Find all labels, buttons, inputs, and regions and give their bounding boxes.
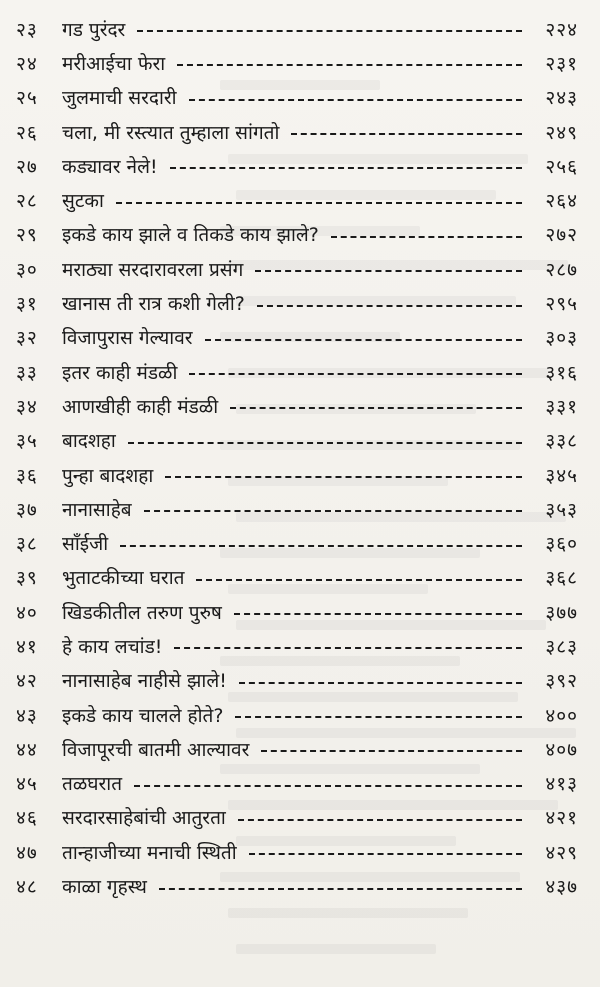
page-number: ३१६	[545, 361, 578, 384]
toc-entry	[0, 630, 600, 664]
chapter-title: पुन्हा बादशहा	[62, 464, 154, 487]
chapter-title: आणखीही काही मंडळी	[62, 395, 219, 418]
page-number: २३१	[545, 52, 578, 75]
chapter-number: ३८	[16, 533, 38, 556]
chapter-number: ४६	[16, 807, 38, 830]
toc-entry	[0, 596, 600, 630]
chapter-number: २९	[16, 224, 38, 247]
dot-leader	[144, 510, 522, 512]
chapter-number: ३७	[16, 498, 38, 521]
chapter-title: मराठ्या सरदारावरला प्रसंग	[62, 258, 244, 281]
page-number: २९५	[545, 293, 578, 316]
dot-leader	[134, 785, 522, 787]
page-number: २७२	[545, 224, 578, 247]
chapter-number: ४५	[16, 773, 38, 796]
dot-leader	[234, 613, 522, 615]
toc-entry	[0, 527, 600, 561]
dot-leader	[189, 373, 522, 375]
toc-entry	[0, 219, 600, 253]
toc-entry	[0, 356, 600, 390]
chapter-number: ४२	[16, 670, 38, 693]
chapter-title: विजापूरची बातमी आल्यावर	[62, 738, 250, 761]
dot-leader	[205, 339, 522, 341]
dot-leader	[255, 270, 522, 272]
page-number: ३६८	[545, 567, 578, 590]
dot-leader	[165, 476, 522, 478]
chapter-number: २५	[16, 87, 38, 110]
page-number: २६४	[545, 190, 578, 213]
toc-entry	[0, 665, 600, 699]
page-number: २५६	[545, 155, 578, 178]
chapter-title: विजापुरास गेल्यावर	[62, 327, 193, 350]
toc-entry	[0, 733, 600, 767]
page-number: २२४	[545, 18, 578, 41]
dot-leader	[230, 407, 522, 409]
dot-leader	[239, 682, 522, 684]
toc-entry	[0, 13, 600, 47]
dot-leader	[189, 99, 522, 101]
toc-entry	[0, 150, 600, 184]
dot-leader	[137, 30, 522, 32]
page-number: ३३१	[545, 395, 578, 418]
chapter-number: ३०	[16, 258, 38, 281]
toc-entry	[0, 699, 600, 733]
page-number: ३८३	[545, 635, 578, 658]
dot-leader	[174, 647, 522, 649]
chapter-number: ४३	[16, 704, 38, 727]
chapter-title: साँईजी	[62, 533, 109, 556]
page-number: ४३७	[545, 876, 578, 899]
page-number: २८७	[545, 258, 578, 281]
toc-entry	[0, 802, 600, 836]
chapter-title: खिडकीतील तरुण पुरुष	[62, 601, 222, 624]
chapter-number: ३१	[16, 293, 38, 316]
chapter-number: ४७	[16, 841, 38, 864]
toc-entry	[0, 493, 600, 527]
page-number: ४२१	[545, 807, 578, 830]
page-number: ३५३	[545, 498, 578, 521]
chapter-number: ३६	[16, 464, 38, 487]
chapter-title: चला, मी रस्त्यात तुम्हाला सांगतो	[62, 121, 280, 144]
chapter-number: ४८	[16, 876, 38, 899]
chapter-title: सरदारसाहेबांची आतुरता	[62, 807, 226, 830]
chapter-title: सुटका	[62, 190, 104, 213]
page-number: ४१३	[545, 773, 578, 796]
dot-leader	[261, 750, 522, 752]
page-number: ४०७	[545, 738, 578, 761]
chapter-title: भुताटकीच्या घरात	[62, 567, 185, 590]
page-number: ३३८	[545, 430, 578, 453]
chapter-number: ४४	[16, 738, 38, 761]
chapter-title: मरीआईचा फेरा	[62, 52, 166, 75]
dot-leader	[235, 716, 522, 718]
chapter-title: हे काय लचांड!	[62, 635, 163, 658]
chapter-number: २६	[16, 121, 38, 144]
page-number: २४३	[545, 87, 578, 110]
dot-leader	[257, 305, 522, 307]
chapter-number: ३२	[16, 327, 38, 350]
toc-entry	[0, 322, 600, 356]
chapter-title: गड पुरंदर	[62, 18, 126, 41]
dot-leader	[177, 64, 522, 66]
chapter-title: कड्यावर नेले!	[62, 155, 158, 178]
page-number: ३४५	[545, 464, 578, 487]
chapter-number: ३५	[16, 430, 38, 453]
dot-leader	[331, 236, 522, 238]
toc-entry	[0, 425, 600, 459]
page-number: ४२९	[545, 841, 578, 864]
page-number: ३६०	[545, 533, 578, 556]
page-number: ४००	[545, 704, 578, 727]
toc-entry	[0, 870, 600, 904]
chapter-title: जुलमाची सरदारी	[62, 87, 177, 110]
page-number: ३७७	[545, 601, 578, 624]
toc-entry	[0, 116, 600, 150]
toc-entry	[0, 47, 600, 81]
dot-leader	[291, 133, 522, 135]
chapter-title: बादशहा	[62, 430, 116, 453]
chapter-number: २८	[16, 190, 38, 213]
bleed-through-line	[228, 908, 468, 918]
chapter-title: काळा गृहस्थ	[62, 876, 147, 899]
toc-entry	[0, 768, 600, 802]
page-number: ३०३	[545, 327, 578, 350]
page-number: ३९२	[545, 670, 578, 693]
toc-entry	[0, 253, 600, 287]
chapter-title: इकडे काय चालले होते?	[62, 704, 224, 727]
chapter-title: खानास ती रात्र कशी गेली?	[62, 293, 245, 316]
chapter-number: २४	[16, 52, 38, 75]
toc-entry	[0, 836, 600, 870]
toc-entry	[0, 390, 600, 424]
dot-leader	[170, 167, 522, 169]
dot-leader	[238, 819, 522, 821]
dot-leader	[196, 579, 522, 581]
chapter-title: तळघरात	[62, 773, 123, 796]
toc-entry	[0, 459, 600, 493]
dot-leader	[128, 442, 522, 444]
dot-leader	[116, 202, 522, 204]
dot-leader	[249, 853, 522, 855]
chapter-number: २७	[16, 155, 38, 178]
chapter-title: इतर काही मंडळी	[62, 361, 178, 384]
toc-entry	[0, 287, 600, 321]
chapter-number: ४१	[16, 635, 38, 658]
chapter-number: ३९	[16, 567, 38, 590]
page-number: २४९	[545, 121, 578, 144]
table-of-contents	[0, 13, 600, 905]
chapter-title: नानासाहेब नाहीसे झाले!	[62, 670, 227, 693]
dot-leader	[159, 888, 522, 890]
bleed-through-line	[236, 944, 436, 954]
toc-entry	[0, 184, 600, 218]
chapter-number: ३४	[16, 395, 38, 418]
dot-leader	[120, 545, 522, 547]
chapter-title: इकडे काय झाले व तिकडे काय झाले?	[62, 224, 319, 247]
toc-entry	[0, 562, 600, 596]
toc-entry	[0, 82, 600, 116]
chapter-title: तान्हाजीच्या मनाची स्थिती	[62, 841, 237, 864]
chapter-title: नानासाहेब	[62, 498, 132, 521]
chapter-number: २३	[16, 18, 38, 41]
chapter-number: ३३	[16, 361, 38, 384]
chapter-number: ४०	[16, 601, 38, 624]
